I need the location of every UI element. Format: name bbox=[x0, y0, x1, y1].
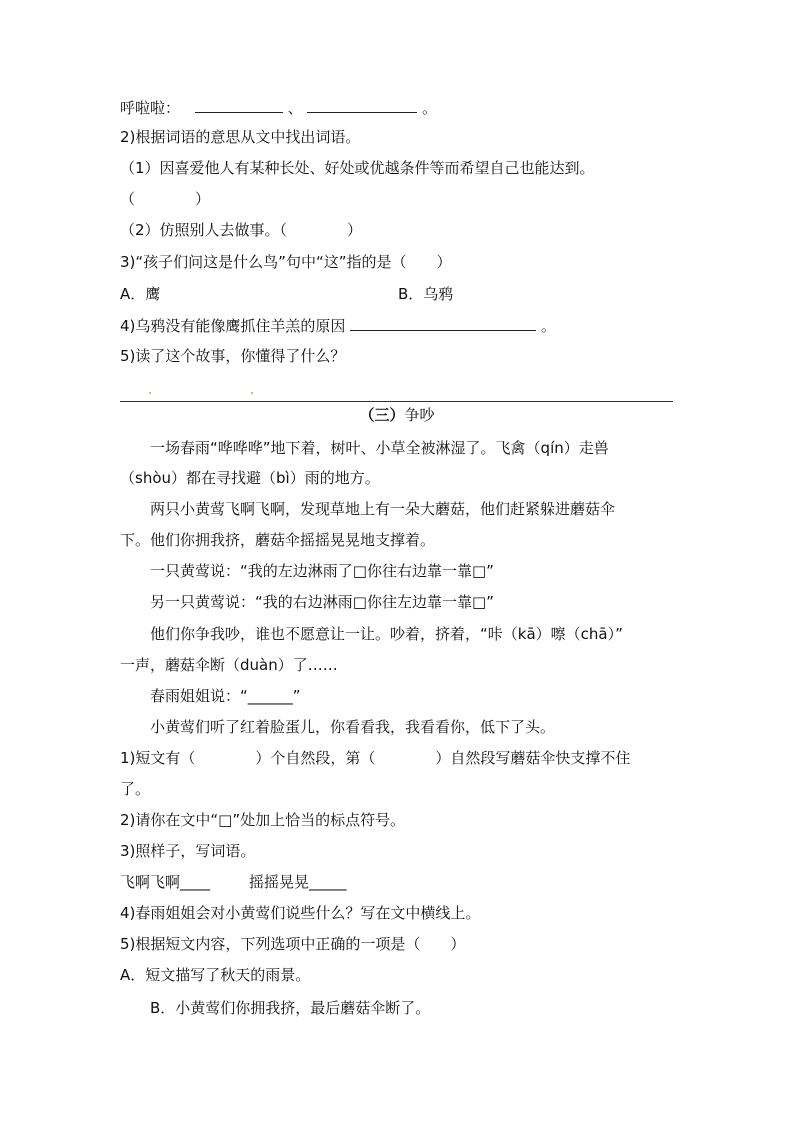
hula-label: 呼啦啦： bbox=[120, 99, 181, 117]
paragraph-2-line-2: 下。他们你拥我挤，蘑菇伞摇摇晃晃地支撑着。 bbox=[120, 531, 436, 549]
section-number: （三） bbox=[359, 406, 405, 424]
paragraph-6-close-quote: ” bbox=[292, 687, 301, 705]
question-5-option-b[interactable]: B．小黄莺们你拥我挤，最后蘑菇伞断了。 bbox=[150, 999, 431, 1017]
hula-line bbox=[120, 97, 437, 118]
paragraph-2-line-1: 两只小黄莺飞啊飞啊，发现草地上有一朵大蘑菇，他们赶紧躲进蘑菇伞 bbox=[150, 500, 616, 518]
paragraph-1-line-1: 一场春雨“哗哗哗”地下着，树叶、小草全被淋湿了。飞禽（qín）走兽 bbox=[150, 439, 609, 457]
question-3: 3)照样子，写词语。 bbox=[120, 842, 256, 860]
question-3-example-2[interactable]: 摇摇晃晃_____ bbox=[249, 873, 347, 891]
question-3-option-b[interactable]: B．乌鸦 bbox=[398, 285, 454, 303]
paragraph-1-line-2: （shòu）都在寻找避（bì）雨的地方。 bbox=[120, 469, 380, 487]
question-2-stem: 2)根据词语的意思从文中找出词语。 bbox=[120, 128, 361, 146]
question-5-option-a[interactable]: A．短文描写了秋天的雨景。 bbox=[120, 966, 311, 984]
question-4 bbox=[120, 315, 556, 336]
paragraph-5-line-2: 一声，蘑菇伞断（duàn）了…… bbox=[120, 656, 338, 674]
question-1-line-2: 了。 bbox=[120, 780, 151, 798]
paragraph-6 bbox=[150, 686, 301, 706]
question-3: 3)“孩子们问这是什么鸟”句中“这”指的是（ ） bbox=[120, 253, 452, 271]
question-4-end: 。 bbox=[540, 317, 556, 335]
question-4: 4)春雨姐姐会对小黄莺们说些什么？写在文中横线上。 bbox=[120, 904, 481, 922]
section-title bbox=[0, 405, 794, 425]
answer-blank[interactable] bbox=[350, 315, 536, 331]
question-2-1-answer[interactable]: （ ） bbox=[120, 190, 211, 208]
hula-separator: 、 bbox=[287, 99, 303, 117]
question-5: 5)读了这个故事，你懂得了什么？ bbox=[120, 347, 346, 365]
question-4-text: 4)乌鸦没有能像鹰抓住羊羔的原因 bbox=[120, 317, 346, 335]
speck bbox=[149, 392, 151, 394]
paragraph-4: 另一只黄莺说：“我的右边淋雨□你往左边靠一靠□” bbox=[150, 593, 494, 611]
hula-end: 。 bbox=[422, 99, 438, 117]
question-2-2: （2）仿照别人去做事。（ ） bbox=[120, 221, 363, 239]
question-3-option-a[interactable]: A．鹰 bbox=[120, 285, 161, 303]
paragraph-7: 小黄莺们听了红着脸蛋儿，你看看我，我看看你，低下了头。 bbox=[150, 718, 556, 736]
answer-blank[interactable] bbox=[307, 97, 417, 113]
paragraph-6-text: 春雨姐姐说：“ bbox=[150, 687, 248, 705]
question-1-line-1: 1)短文有（ ）个自然段，第（ ）自然段写蘑菇伞快支撑不住 bbox=[120, 749, 631, 767]
answer-blank[interactable] bbox=[195, 97, 283, 113]
answer-blank[interactable]: ______ bbox=[247, 687, 293, 705]
section-title-text: 争吵 bbox=[404, 406, 435, 424]
paragraph-5-line-1: 他们你争我吵，谁也不愿意让一让。吵着，挤着，“咔（kā）嚓（chā）” bbox=[150, 625, 623, 643]
answer-line[interactable] bbox=[120, 401, 673, 402]
question-5: 5)根据短文内容，下列选项中正确的一项是（ ） bbox=[120, 935, 466, 953]
paragraph-3: 一只黄莺说：“我的左边淋雨了□你往右边靠一靠□” bbox=[150, 562, 494, 580]
question-2-1: （1）因喜爱他人有某种长处、好处或优越条件等而希望自己也能达到。 bbox=[120, 159, 595, 177]
question-3-example-1[interactable]: 飞啊飞啊____ bbox=[120, 873, 211, 891]
question-2: 2)请你在文中“□”处加上恰当的标点符号。 bbox=[120, 811, 406, 829]
speck bbox=[251, 392, 253, 394]
